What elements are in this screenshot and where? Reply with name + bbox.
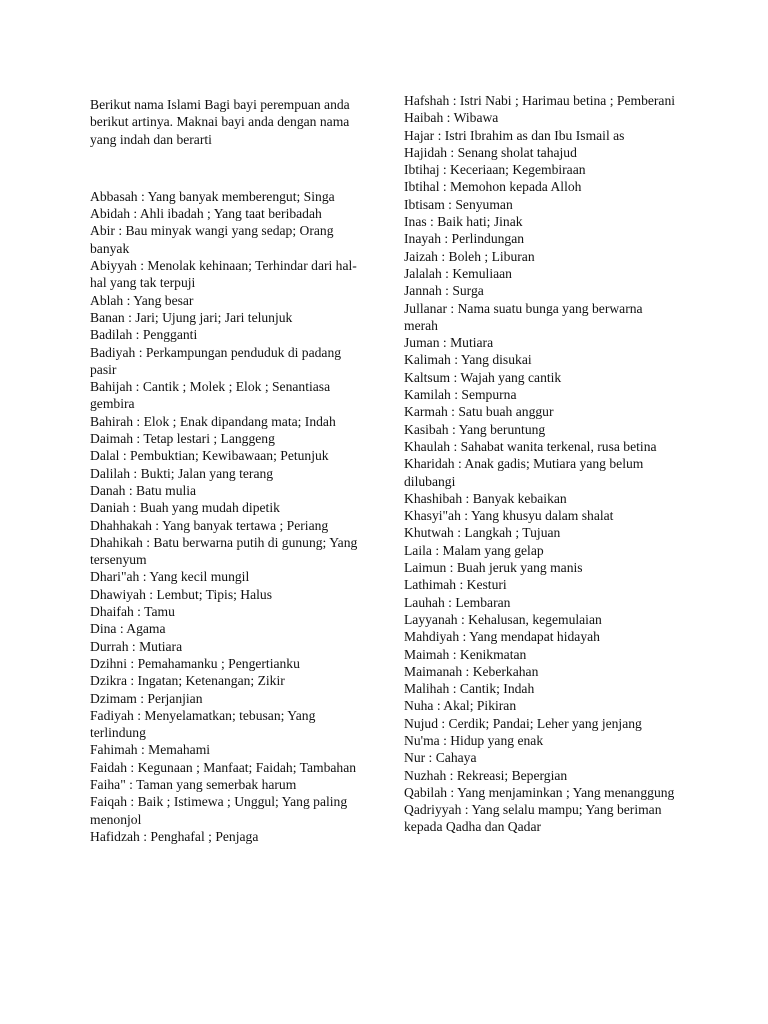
name-entry: Nur : Cahaya	[404, 750, 477, 766]
name-entry: Karmah : Satu buah anggur	[404, 404, 554, 420]
name-entry: Lauhah : Lembaran	[404, 594, 511, 610]
name-entry: Kamilah : Sempurna	[404, 387, 517, 403]
name-entry: Badilah : Pengganti	[90, 327, 198, 343]
name-entry: Mahdiyah : Yang mendapat hidayah	[404, 629, 600, 645]
name-entry: Nuzhah : Rekreasi; Bepergian	[404, 767, 568, 783]
name-entry: Khaulah : Sahabat wanita terkenal, rusa betina	[404, 438, 657, 454]
name-entry: Dina : Agama	[90, 621, 166, 637]
name-entry: Dzihni : Pemahamanku ; Pengertianku	[90, 655, 300, 671]
name-entry: Hajar : Istri Ibrahim as dan Ibu Ismail as	[404, 127, 625, 143]
name-entry: Abir : Bau minyak wangi yang sedap; Orang banyak	[90, 223, 334, 256]
right-column	[404, 92, 676, 836]
name-entry: Dalilah : Bukti; Jalan yang terang	[90, 465, 274, 481]
name-entry: Bahirah : Elok ; Enak dipandang mata; Indah	[90, 413, 336, 429]
name-entry: Laimun : Buah jeruk yang manis	[404, 560, 583, 576]
name-entry: Abidah : Ahli ibadah ; Yang taat beribadah	[90, 206, 322, 222]
name-entry: Nujud : Cerdik; Pandai; Leher yang jenjang	[404, 715, 642, 731]
name-entry: Dhahhakah : Yang banyak tertawa ; Periang	[90, 517, 329, 533]
name-entry: Fadiyah : Menyelamatkan; tebusan; Yang terlindung	[90, 707, 316, 741]
name-entry: Daimah : Tetap lestari ; Langgeng	[90, 431, 275, 447]
name-entry: Ibtihal : Memohon kepada Alloh	[404, 179, 582, 195]
name-entry: Khasyi"ah : Yang khusyu dalam shalat	[404, 508, 614, 524]
left-column	[90, 96, 360, 845]
name-entry: Faidah : Kegunaan ; Manfaat; Faidah; Tambahan	[90, 759, 357, 775]
name-entry: Hafidzah : Penghafal ; Penjaga	[90, 828, 259, 844]
name-entry: Kharidah : Anak gadis; Mutiara yang belum dilubangi	[404, 456, 644, 489]
name-entry: Durrah : Mutiara	[90, 638, 183, 654]
name-entry: Banan : Jari; Ujung jari; Jari telunjuk	[90, 309, 293, 325]
name-entry: Ablah : Yang besar	[90, 292, 194, 308]
name-entry: Malihah : Cantik; Indah	[404, 681, 535, 697]
name-entry: Khutwah : Langkah ; Tujuan	[404, 525, 561, 541]
name-entry: Qadriyyah : Yang selalu mampu; Yang beriman kepada Qadha dan Qadar	[404, 802, 662, 835]
name-entry: Ibtihaj : Keceriaan; Kegembiraan	[404, 162, 586, 178]
name-entry: Abbasah : Yang banyak memberengut; Singa	[90, 188, 335, 204]
name-entry: Inas : Baik hati; Jinak	[404, 214, 523, 230]
name-entry: Jullanar : Nama suatu bunga yang berwarna merah	[404, 300, 643, 333]
name-entry: Kaltsum : Wajah yang cantik	[404, 369, 562, 385]
right-name-list	[404, 92, 676, 836]
name-entry: Inayah : Perlindungan	[404, 231, 525, 247]
name-entry: Maimanah : Keberkahan	[404, 663, 539, 679]
name-entry: Ibtisam : Senyuman	[404, 196, 513, 212]
name-entry: Lathimah : Kesturi	[404, 577, 507, 593]
left-name-list	[90, 188, 360, 845]
name-entry: Kasibah : Yang beruntung	[404, 421, 546, 437]
name-entry: Haibah : Wibawa	[404, 110, 499, 126]
name-entry: Layyanah : Kehalusan, kegemulaian	[404, 611, 602, 627]
name-entry: Jaizah : Boleh ; Liburan	[404, 248, 535, 264]
name-entry: Badiyah : Perkampungan penduduk di padang pasir	[90, 344, 342, 377]
name-entry: Jannah : Surga	[404, 283, 484, 299]
name-entry: Dhari"ah : Yang kecil mungil	[90, 569, 250, 585]
name-entry: Faiha" : Taman yang semerbak harum	[90, 776, 297, 792]
name-entry: Dhahikah : Batu berwarna putih di gunung; Yang tersenyum	[90, 534, 358, 568]
name-entry: Danah : Batu mulia	[90, 482, 197, 498]
name-entry: Fahimah : Memahami	[90, 742, 211, 758]
name-entry: Daniah : Buah yang mudah dipetik	[90, 500, 280, 516]
name-entry: Dalal : Pembuktian; Kewibawaan; Petunjuk	[90, 448, 329, 464]
name-entry: Maimah : Kenikmatan	[404, 646, 527, 662]
name-entry: Kalimah : Yang disukai	[404, 352, 532, 368]
name-entry: Dzikra : Ingatan; Ketenangan; Zikir	[90, 673, 285, 689]
name-entry: Dhaifah : Tamu	[90, 604, 175, 620]
name-entry: Nuha : Akal; Pikiran	[404, 698, 517, 714]
name-entry: Hafshah : Istri Nabi ; Harimau betina ; Pemberani	[404, 93, 676, 108]
name-entry: Faiqah : Baik ; Istimewa ; Unggul; Yang paling menonjol	[90, 794, 348, 827]
name-entry: Hajidah : Senang sholat tahajud	[404, 144, 577, 160]
name-entry: Dzimam : Perjanjian	[90, 690, 203, 706]
name-entry: Nu'ma : Hidup yang enak	[404, 732, 544, 748]
intro-paragraph: Berikut nama Islami Bagi bayi perempuan anda berikut artinya. Maknai bayi anda dengan nama yang indah dan berarti	[90, 97, 350, 147]
name-entry: Khashibah : Banyak kebaikan	[404, 490, 567, 506]
name-entry: Dhawiyah : Lembut; Tipis; Halus	[90, 586, 273, 602]
name-entry: Laila : Malam yang gelap	[404, 542, 544, 558]
name-entry: Qabilah : Yang menjaminkan ; Yang menanggung	[404, 784, 675, 800]
name-entry: Bahijah : Cantik ; Molek ; Elok ; Senantiasa gembira	[90, 379, 331, 412]
name-entry: Juman : Mutiara	[404, 335, 494, 351]
name-entry: Jalalah : Kemuliaan	[404, 265, 512, 281]
name-entry: Abiyyah : Menolak kehinaan; Terhindar dari hal-hal yang tak terpuji	[90, 258, 357, 291]
